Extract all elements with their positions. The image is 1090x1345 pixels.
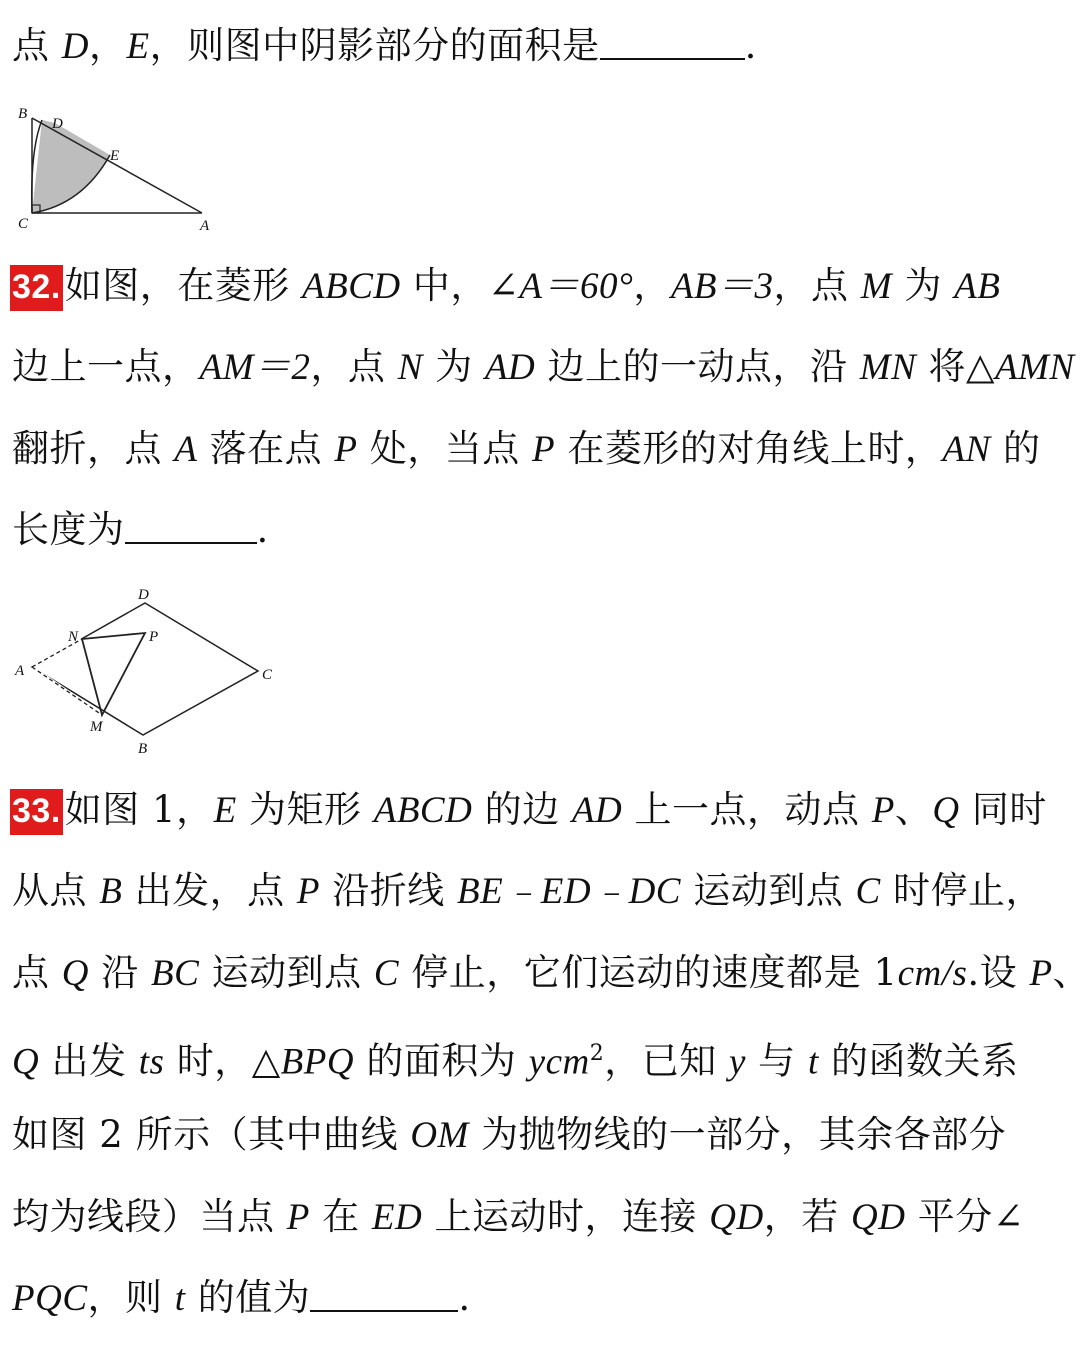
q33-line-2: 从点 B 出发，点 P 沿折线 BE﹣ED﹣DC 运动到点 C 时停止， [12, 869, 1043, 912]
label-D: D [138, 587, 149, 603]
q32-line-1: 32. 如图，在菱形 ABCD 中，∠A＝60°，AB＝3，点 M 为 AB [10, 264, 1000, 311]
label-A: A [15, 663, 25, 679]
q33-line-7: PQC，则 t 的值为 . [12, 1276, 471, 1319]
question-number: 32. [10, 265, 63, 311]
label-A: A [200, 218, 210, 234]
answer-blank[interactable] [600, 28, 745, 60]
label-N: N [68, 629, 79, 645]
label-D: D [52, 116, 63, 132]
q33-line-6: 均为线段）当点 P 在 ED 上运动时，连接 QD，若 QD 平分∠ [12, 1195, 1025, 1238]
q31-figure [10, 100, 230, 235]
question-number: 33. [10, 789, 63, 835]
q32-line-3: 翻折，点 A 落在点 P 处，当点 P 在菱形的对角线上时，AN 的 [12, 427, 1041, 470]
q32-line-4: 长度为 . [12, 508, 269, 551]
label-E: E [110, 148, 120, 164]
rhombus-abcd [32, 603, 258, 735]
q33-line-3: 点 Q 沿 BC 运动到点 C 停止，它们运动的速度都是 1cm/s.设 P、 [12, 951, 1090, 994]
q31-line-1: 点 D，E，则图中阴影部分的面积是 . [12, 24, 757, 67]
q33-line-5: 如图 2 所示（其中曲线 OM 为抛物线的一部分，其余各部分 [12, 1113, 1007, 1156]
label-C: C [262, 667, 273, 683]
q33-line-4: Q 出发 ts 时，△BPQ 的面积为 ycm$^2$，已知 y 与 t 的函数关系 [12, 1039, 1019, 1083]
answer-blank[interactable] [125, 512, 257, 544]
label-B: B [18, 106, 28, 122]
q32-line-2: 边上一点，AM＝2，点 N 为 AD 边上的一动点，沿 MN 将△AMN [12, 345, 1075, 388]
answer-blank[interactable] [310, 1280, 458, 1312]
q32-figure [10, 583, 280, 758]
label-C: C [18, 216, 29, 232]
label-B: B [138, 741, 148, 757]
label-M: M [90, 719, 103, 735]
label-P: P [149, 629, 159, 645]
q33-line-1: 33. 如图 1，E 为矩形 ABCD 的边 AD 上一点，动点 P、Q 同时 [10, 788, 1047, 835]
